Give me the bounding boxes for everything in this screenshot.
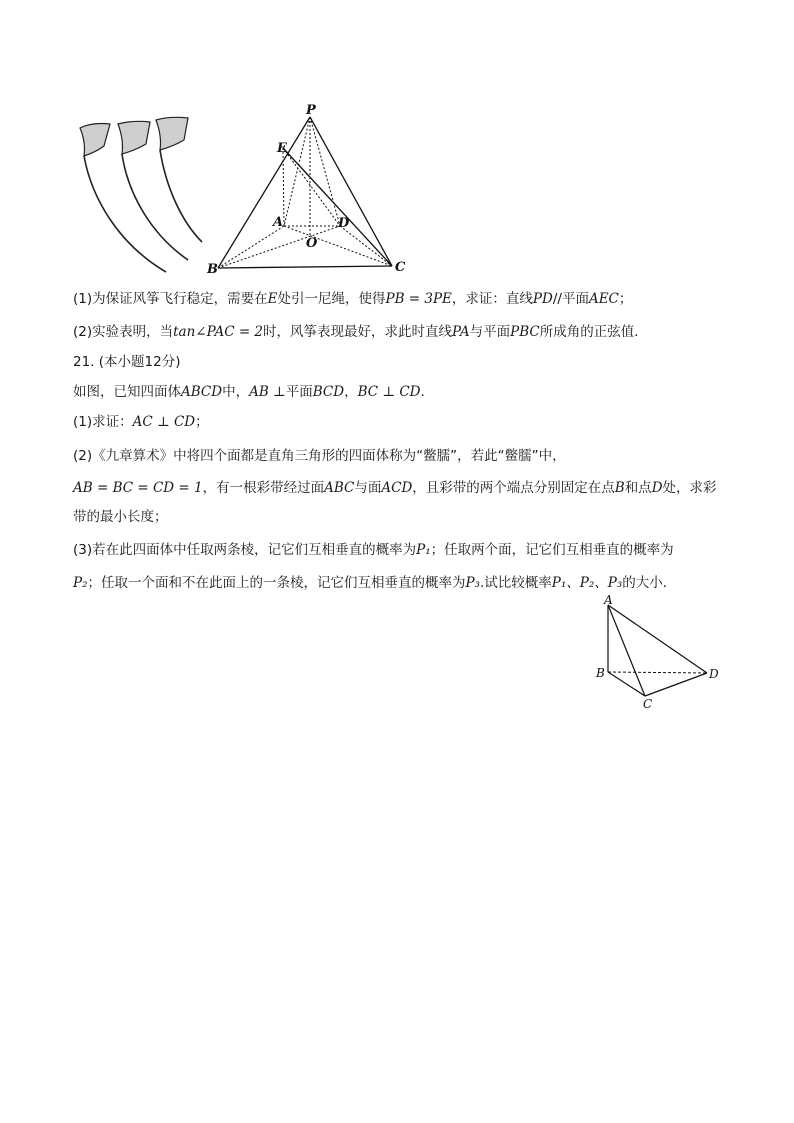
problem21-q1: (1)求证：AC ⊥ CD； bbox=[73, 414, 209, 430]
label-C: C bbox=[643, 697, 653, 711]
problem21-q3-line1: (3)若在此四面体中任取两条棱，记它们互相垂直的概率为P₁；任取两个面，记它们互相垂直的概率为 bbox=[73, 542, 674, 558]
tetrahedron-figure bbox=[590, 590, 730, 720]
problem21-header: 21. (本小题12分) bbox=[73, 354, 181, 370]
kite-illustration bbox=[80, 117, 202, 272]
label-A: A bbox=[604, 593, 613, 607]
kite-pyramid-figure bbox=[70, 100, 430, 280]
pyramid-diagram bbox=[218, 117, 392, 268]
label-A: A bbox=[273, 215, 284, 230]
label-D: D bbox=[338, 216, 350, 231]
label-B: B bbox=[207, 262, 218, 277]
problem21-q2-line2: AB = BC = CD = 1，有一根彩带经过面ABC与面ACD，且彩带的两个端点分别固定在点B和点D处，求彩 bbox=[73, 480, 717, 496]
problem20-q2: (2)实验表明，当tan∠PAC = 2时，风筝表现最好，求此时直线PA与平面PBC所成角的正弦值． bbox=[73, 324, 648, 340]
label-B: B bbox=[596, 666, 605, 680]
label-O: O bbox=[306, 236, 318, 251]
problem21-intro: 如图，已知四面体ABCD中，AB ⊥平面BCD，BC ⊥ CD． bbox=[73, 384, 435, 400]
label-E: E bbox=[277, 141, 287, 156]
problem21-q3-line2: P₂；任取一个面和不在此面上的一条棱，记它们互相垂直的概率为P₃.试比较概率P₁、P₂、P₃的大小． bbox=[73, 575, 677, 591]
problem21-q2-line1: (2)《九章算术》中将四个面都是直角三角形的四面体称为“鳖臑”，若此“鳖臑”中， bbox=[73, 448, 566, 464]
label-P: P bbox=[306, 103, 316, 118]
problem20-q1: (1)为保证风筝飞行稳定，需要在E处引一尼绳，使得PB = 3PE，求证：直线PD//平面AEC； bbox=[73, 291, 633, 307]
label-D: D bbox=[709, 667, 719, 681]
label-C: C bbox=[395, 260, 406, 275]
problem21-q2-line3: 带的最小长度； bbox=[73, 509, 168, 525]
